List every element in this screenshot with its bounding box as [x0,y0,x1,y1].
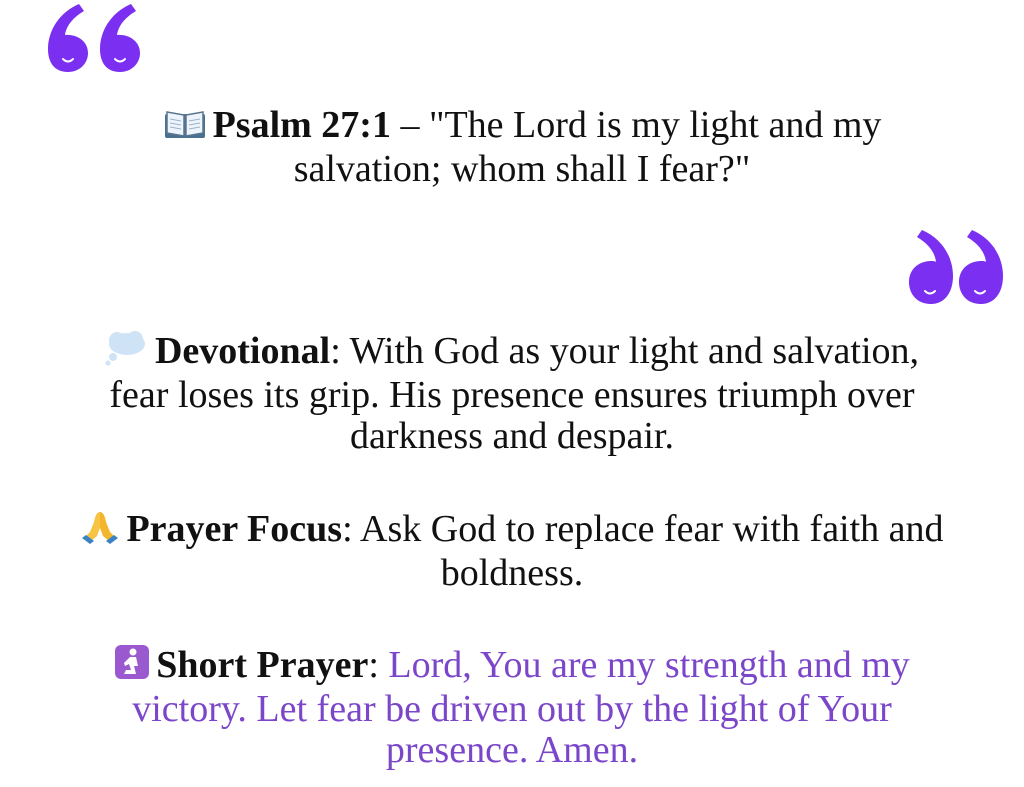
praying-hands-icon [80,508,120,553]
prayer-focus-colon: : [342,508,353,550]
short-prayer-text-line2: victory. Let fear be driven out by the light of Your [132,688,892,730]
devotional-text-line2: fear loses its grip. His presence ensures triumph over [109,374,915,416]
devotional-block [0,330,1024,457]
place-of-worship-icon [114,644,150,689]
short-prayer-text-line1: Lord, You are my strength and my [378,644,910,686]
thought-bubble-icon [105,330,149,375]
verse-separator: – [390,104,429,146]
devotional-text-line3: darkness and despair. [350,415,674,457]
open-book-icon [163,108,207,149]
close-quote-icon [905,228,1005,306]
prayer-focus-block [0,508,1024,594]
short-prayer-text-line3: presence. Amen. [385,729,639,771]
verse-block [0,105,1024,190]
prayer-focus-text-line2: boldness. [440,552,584,594]
devotional-colon: : [330,330,341,372]
short-prayer-colon: : [368,644,379,686]
devotional-label: Devotional [154,330,331,372]
verse-text-line1: "The Lord is my light and my [428,104,882,146]
devotional-text-line1: With God as your light and salvation, [340,330,920,372]
verse-reference: Psalm 27:1 [212,104,391,146]
verse-text-line2: salvation; whom shall I fear?" [293,148,751,190]
short-prayer-block [0,644,1024,771]
short-prayer-label: Short Prayer [156,644,369,686]
prayer-focus-text-line1: Ask God to replace fear with faith and [352,508,944,550]
prayer-focus-label: Prayer Focus [126,508,343,550]
open-quote-icon [46,2,146,74]
